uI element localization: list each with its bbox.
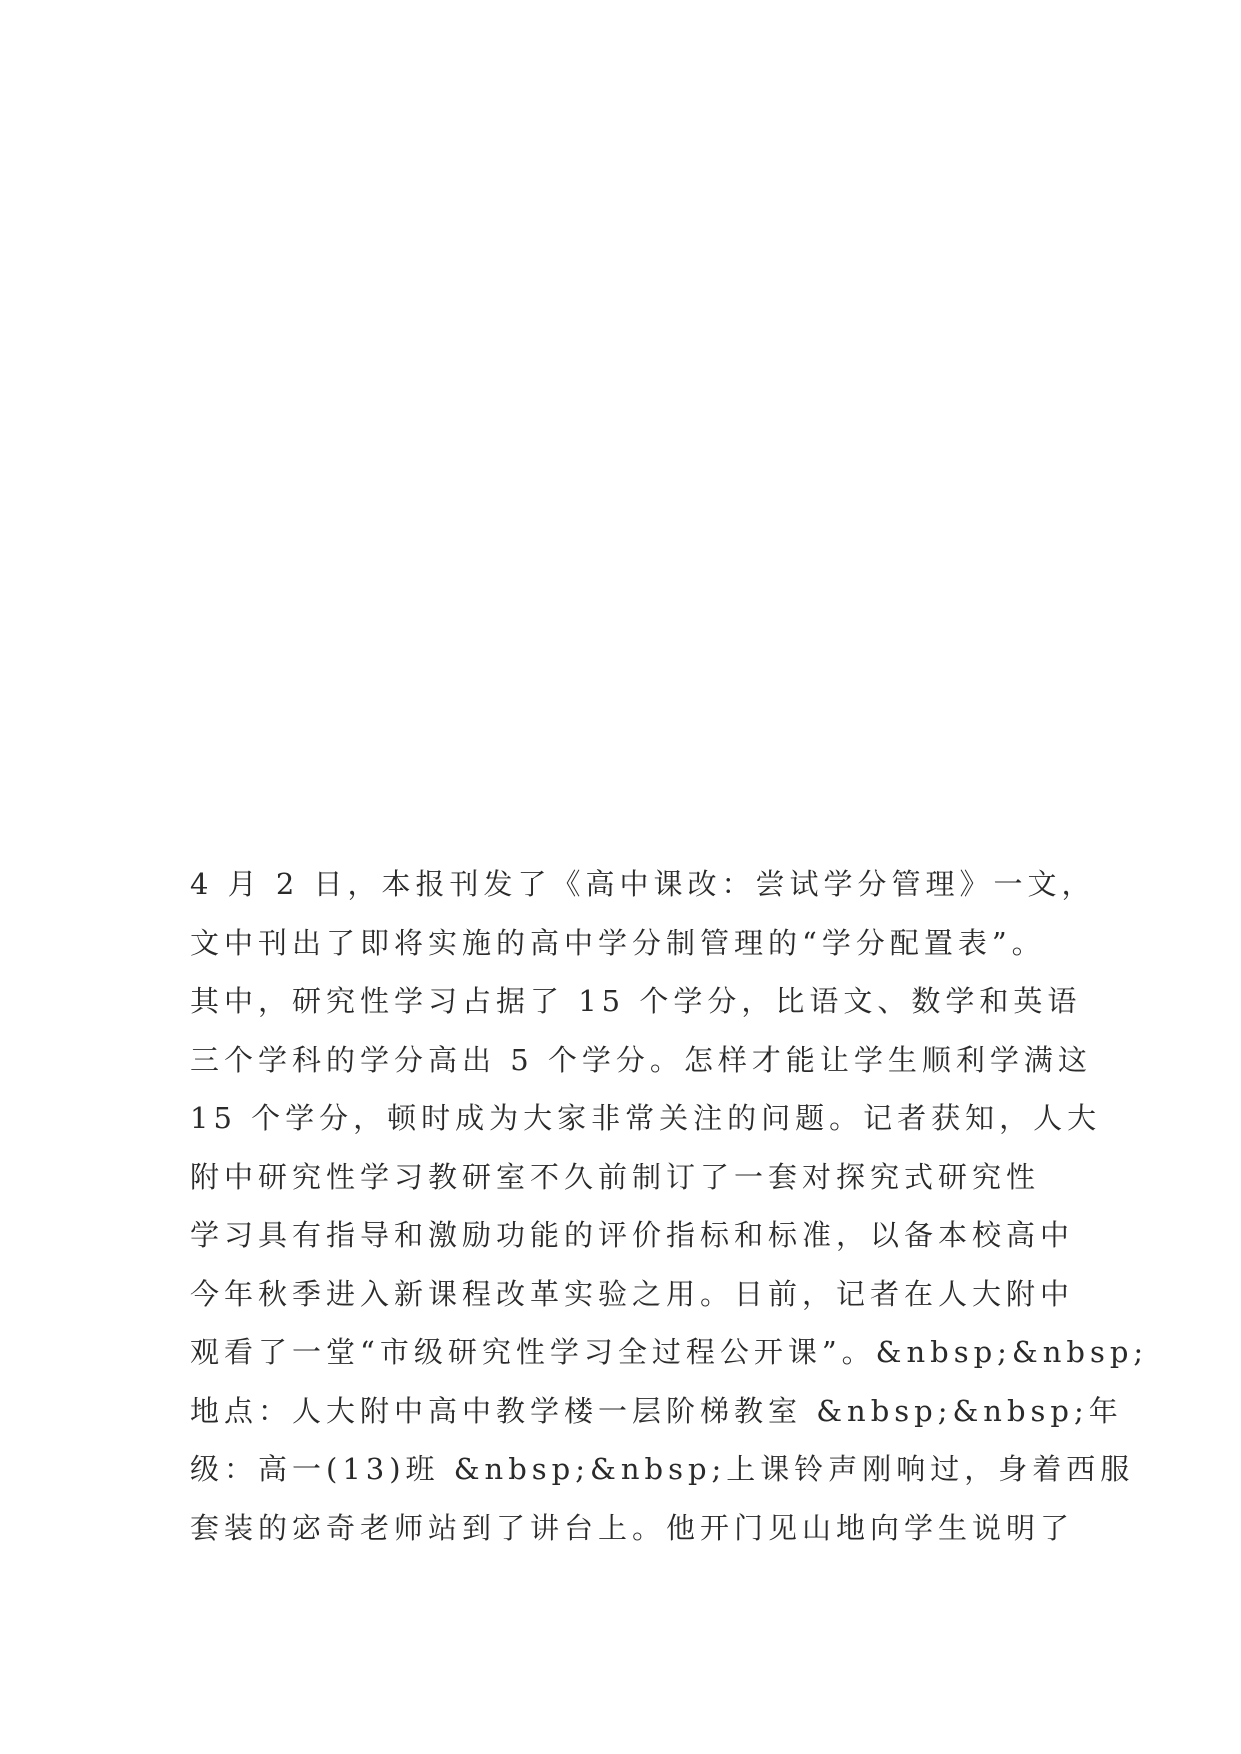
text-line: 三个学科的学分高出 5 个学分。怎样才能让学生顺利学满这 bbox=[190, 1042, 1092, 1077]
text-line: 附中研究性学习教研室不久前制订了一套对探究式研究性 bbox=[190, 1159, 1041, 1194]
text-line: 级：高一(13)班 &nbsp;&nbsp;上课铃声刚响过，身着西服 bbox=[190, 1452, 1135, 1486]
text-line: 观看了一堂“市级研究性学习全过程公开课”。&nbsp;&nbsp; bbox=[190, 1335, 1149, 1369]
text-line: 15 个学分，顿时成为大家非常关注的问题。记者获知，人大 bbox=[190, 1101, 1102, 1135]
text-line: 今年秋季进入新课程改革实验之用。日前，记者在人大附中 bbox=[190, 1276, 1075, 1311]
text-line: 4 月 2 日，本报刊发了《高中课改：尝试学分管理》一文， bbox=[190, 867, 1096, 901]
text-line: 学习具有指导和激励功能的评价指标和标准，以备本校高中 bbox=[190, 1218, 1075, 1252]
text-line: 地点：人大附中高中教学楼一层阶梯教室 &nbsp;&nbsp;年 bbox=[190, 1393, 1123, 1428]
article-body bbox=[190, 855, 1149, 1557]
text-line: 其中，研究性学习占据了 15 个学分，比语文、数学和英语 bbox=[190, 984, 1082, 1018]
text-line: 套装的宓奇老师站到了讲台上。他开门见山地向学生说明了 bbox=[190, 1510, 1075, 1545]
text-line: 文中刊出了即将实施的高中学分制管理的“学分配置表”。 bbox=[190, 925, 1046, 960]
